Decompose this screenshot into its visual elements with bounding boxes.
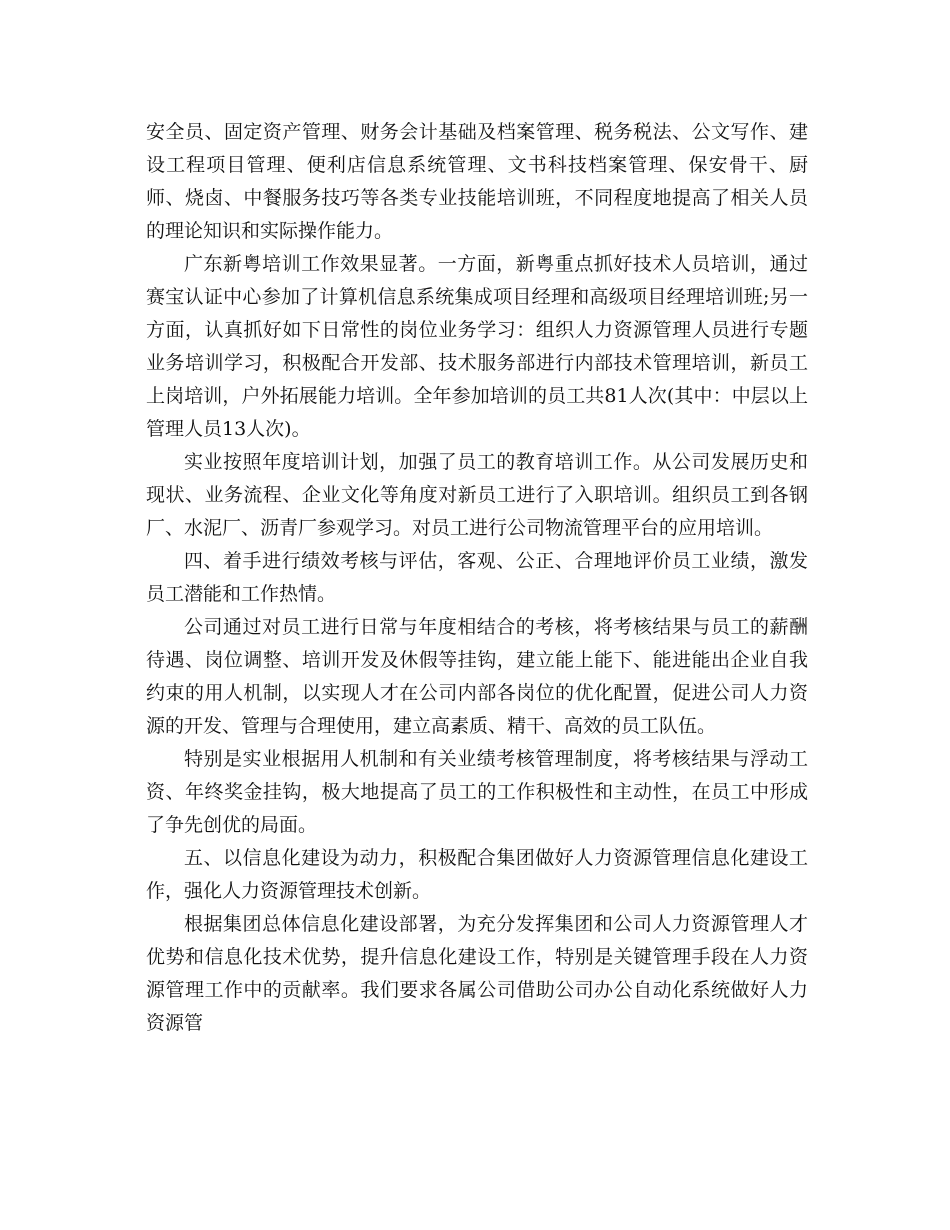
section-heading-informatization: 五、以信息化建设为动力，积极配合集团做好人力资源管理信息化建设工作，强化人力资源管理技术创新。 [146, 847, 808, 902]
section-heading-performance-appraisal: 四、着手进行绩效考核与评估，客观、公正、合理地评价员工业绩，激发员工潜能和工作热情。 [146, 550, 808, 605]
paragraph-continuation: 安全员、固定资产管理、财务会计基础及档案管理、税务税法、公文写作、建设工程项目管理、便利店信息系统管理、文书科技档案管理、保安骨干、厨师、烧卤、中餐服务技巧等各类专业技能培训班，不同程度地提高了相关人员的理论知识和实际操作能力。 [146, 121, 808, 242]
paragraph-guangdong-xinyue-training: 广东新粤培训工作效果显著。一方面，新粤重点抓好技术人员培训，通过赛宝认证中心参加了计算机信息系统集成项目经理和高级项目经理培训班;另一方面，认真抓好如下日常性的岗位业务学习：组织人力资源管理人员进行专题业务培训学习，积极配合开发部、技术服务部进行内部技术管理培训，新员工上岗培训，户外拓展能力培训。全年参加培训的员工共81人次(其中：中层以上管理人员13人次)。 [146, 253, 808, 440]
paragraph-informatization-deployment: 根据集团总体信息化建设部署，为充分发挥集团和公司人力资源管理人才优势和信息化技术优势，提升信息化建设工作，特别是关键管理手段在人力资源管理工作中的贡献率。我们要求各属公司借助公司办公自动化系统做好人力资源管 [146, 913, 808, 1034]
paragraph-appraisal-mechanism: 公司通过对员工进行日常与年度相结合的考核，将考核结果与员工的薪酬待遇、岗位调整、培训开发及休假等挂钩，建立能上能下、能进能出企业自我约束的用人机制，以实现人才在公司内部各岗位的优化配置，促进公司人力资源的开发、管理与合理使用，建立高素质、精干、高效的员工队伍。 [146, 616, 808, 737]
document-body [146, 116, 808, 1040]
paragraph-bonus-linkage: 特别是实业根据用人机制和有关业绩考核管理制度，将考核结果与浮动工资、年终奖金挂钩，极大地提高了员工的工作积极性和主动性，在员工中形成了争先创优的局面。 [146, 748, 808, 836]
paragraph-industry-training: 实业按照年度培训计划，加强了员工的教育培训工作。从公司发展历史和现状、业务流程、企业文化等角度对新员工进行了入职培训。组织员工到各钢厂、水泥厂、沥青厂参观学习。对员工进行公司物流管理平台的应用培训。 [146, 451, 808, 539]
